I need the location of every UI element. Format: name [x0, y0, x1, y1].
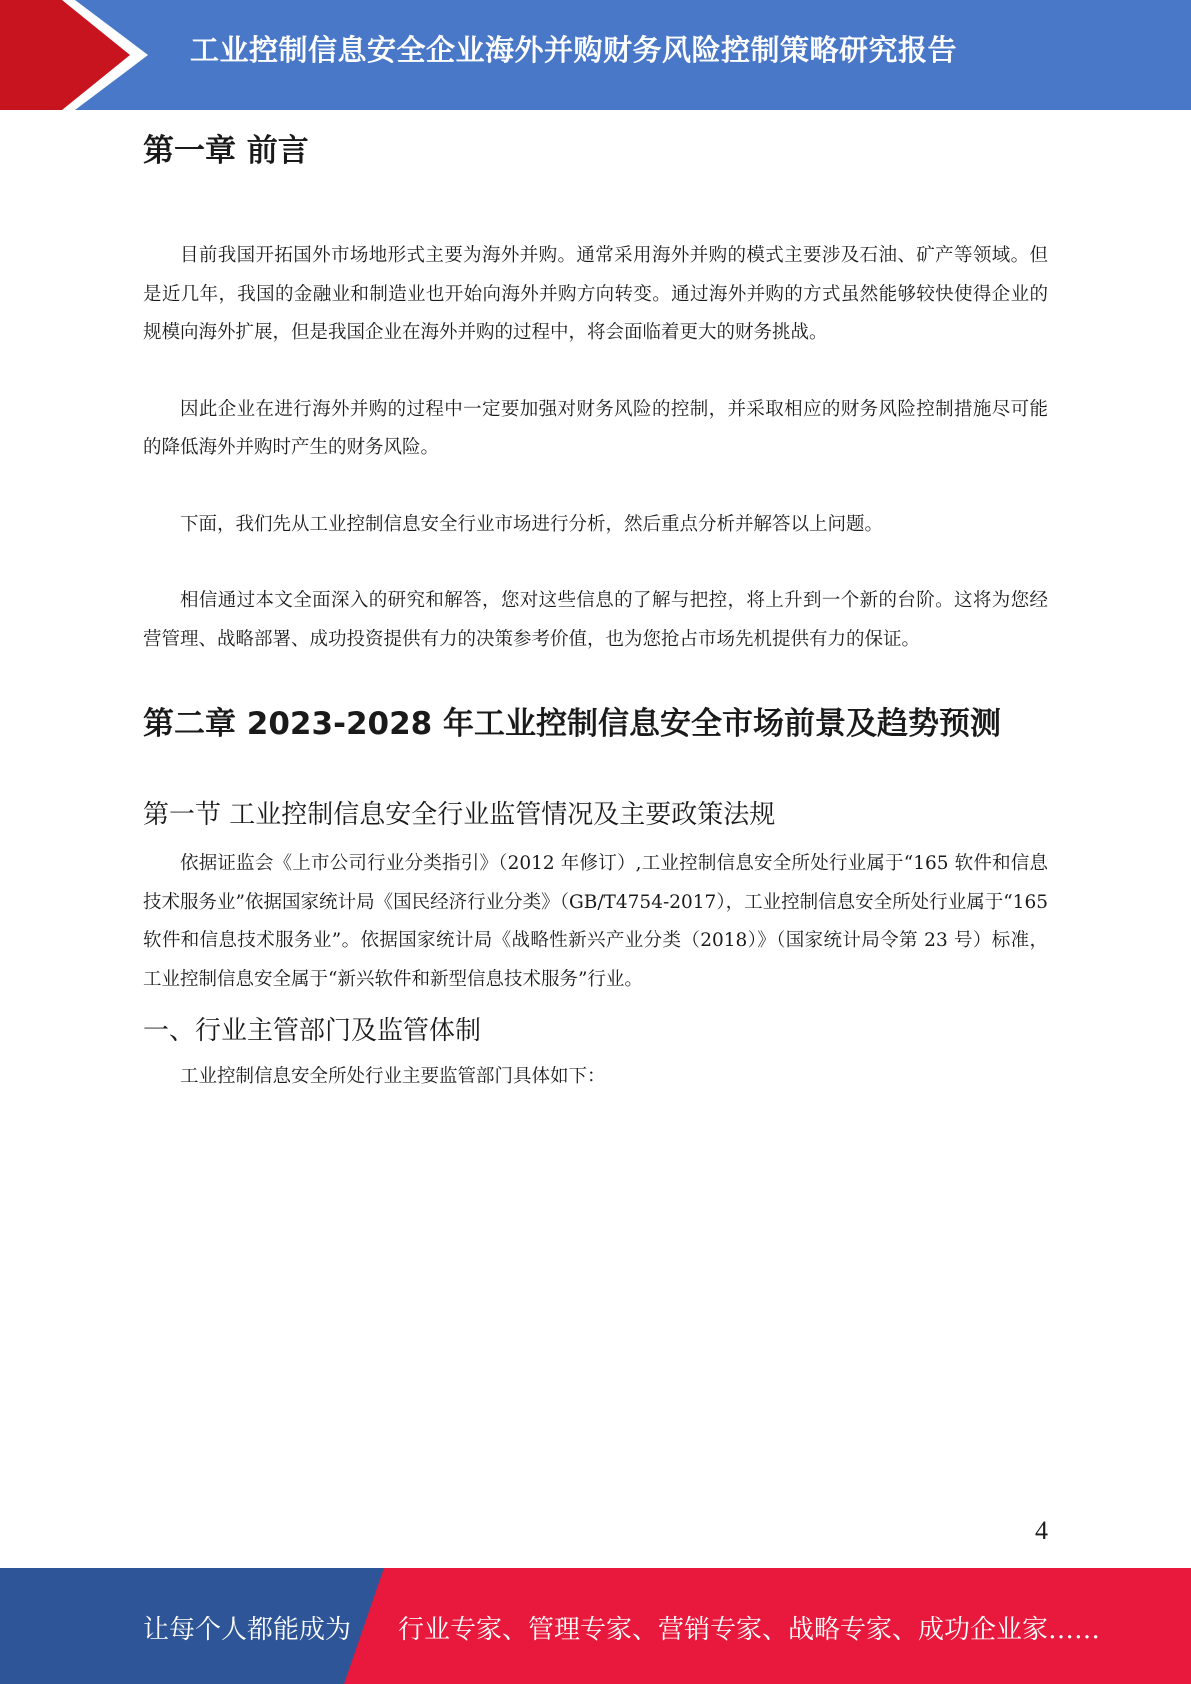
- subsection-1-paragraph: 工业控制信息安全所处行业主要监管部门具体如下：: [180, 1065, 606, 1087]
- subsection-1-heading: 一、行业主管部门及监管体制: [143, 1016, 482, 1047]
- chapter-1-heading: 第一章 前言: [143, 133, 309, 169]
- page-content: [143, 130, 1048, 1096]
- chapter-2-heading: 第二章 2023-2028 年工业控制信息安全市场前景及趋势预测: [143, 706, 1002, 743]
- chapter-1-paragraph-4: 相信通过本文全面深入的研究和解答，您对这些信息的了解与把控，将上升到一个新的台阶。这将为您经营管理、战略部署、成功投资提供有力的决策参考价值，也为您抢占市场先机提供有力的保证。: [143, 590, 1048, 650]
- page-header-banner: [0, 0, 1191, 110]
- page-number: 4: [1035, 1516, 1048, 1545]
- footer-slogan-left: 让每个人都能成为: [143, 1615, 352, 1645]
- chapter-1-paragraph-3: 下面，我们先从工业控制信息安全行业市场进行分析，然后重点分析并解答以上问题。: [180, 513, 884, 535]
- section-1-heading: 第一节 工业控制信息安全行业监管情况及主要政策法规: [143, 799, 776, 830]
- footer-slogan-right: 行业专家、管理专家、营销专家、战略专家、成功企业家……: [398, 1615, 1101, 1645]
- section-1-paragraph: 依据证监会《上市公司行业分类指引》（2012 年修订）,工业控制信息安全所处行业属于“165 软件和信息技术服务业”依据国家统计局《国民经济行业分类》（GB/T4754-2017），工业控制信息安全所处行业属于“165 软件和信息技术服务业”。依据国家统计局《战略性新兴产业分类（2018）》（国家统计局令第 23 号）标准，工业控制信息安全属于“新兴软件和新型信息技术服务”行业。: [143, 853, 1048, 990]
- report-title: 工业控制信息安全企业海外并购财务风险控制策略研究报告: [190, 33, 958, 67]
- chapter-1-paragraph-2: 因此企业在进行海外并购的过程中一定要加强对财务风险的控制，并采取相应的财务风险控制措施尽可能的降低海外并购时产生的财务风险。: [143, 398, 1048, 459]
- chapter-1-paragraph-1: 目前我国开拓国外市场地形式主要为海外并购。通常采用海外并购的模式主要涉及石油、矿产等领域。但是近几年，我国的金融业和制造业也开始向海外并购方向转变。通过海外并购的方式虽然能够较快使得企业的规模向海外扩展，但是我国企业在海外并购的过程中，将会面临着更大的财务挑战。: [143, 245, 1048, 344]
